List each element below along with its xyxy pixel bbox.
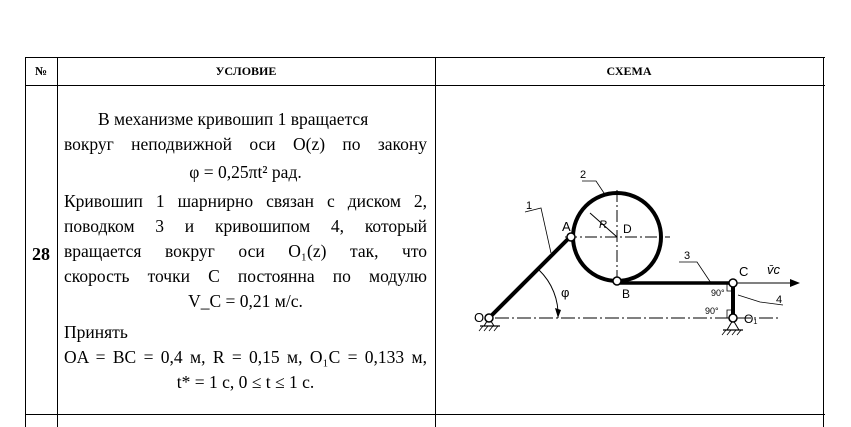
label-3: 3 — [684, 250, 691, 262]
label-d: D — [623, 222, 632, 236]
label-r: R — [599, 219, 607, 231]
joint-c — [729, 279, 737, 287]
row-divider — [25, 414, 825, 415]
condition-line: В механизме кривошип 1 вращается — [98, 109, 369, 129]
condition-line: скорость точки C постоянна по модулю — [64, 266, 427, 286]
condition-line: поводком 3 и кривошипом 4, который — [64, 216, 427, 236]
header-divider — [25, 85, 825, 86]
velocity-arrowhead — [790, 279, 800, 287]
table-top-border — [25, 57, 825, 58]
table-left-border — [25, 57, 26, 427]
header-num: № — [34, 64, 48, 78]
leader-3 — [679, 262, 711, 283]
condition-formula: V_C = 0,21 м/с. — [188, 291, 303, 311]
task-number: 28 — [32, 244, 50, 264]
label-c: C — [739, 264, 749, 279]
label-b: B — [622, 287, 631, 301]
label-angle-bottom: 90° — [705, 306, 719, 316]
support-o1-hatch — [722, 330, 741, 335]
label-vc: v̄c — [767, 262, 780, 277]
crank-1 — [489, 236, 571, 318]
phi-arrowhead — [555, 308, 561, 318]
condition-line: Принять — [64, 322, 128, 342]
phi-arc — [539, 270, 558, 318]
label-1: 1 — [526, 200, 533, 212]
joint-a — [567, 233, 575, 241]
leader-1 — [525, 208, 551, 253]
label-a: A — [562, 219, 571, 234]
label-4: 4 — [776, 294, 783, 306]
header-scheme: СХЕМА — [606, 64, 652, 78]
joint-o — [485, 314, 493, 322]
condition-formula: OA = BC = 0,4 м, R = 0,15 м, O₁C = 0,133 м, — [64, 347, 427, 367]
table-right-border — [823, 57, 824, 427]
label-2: 2 — [580, 169, 587, 181]
col-divider-1 — [57, 57, 58, 427]
joint-b — [613, 277, 621, 285]
support-o-hatch — [479, 326, 498, 331]
header-condition: УСЛОВИЕ — [215, 64, 277, 78]
mechanism-scheme — [435, 160, 815, 340]
condition-formula: t* = 1 с, 0 ≤ t ≤ 1 с. — [176, 372, 315, 392]
label-o: O — [474, 310, 485, 325]
joint-o1 — [729, 314, 737, 322]
label-phi: φ — [561, 285, 570, 300]
condition-line: вращается вокруг оси O₁(z) так, что — [64, 241, 427, 261]
label-o1: O₁ — [744, 312, 758, 326]
condition-line: вокруг неподвижной оси O(z) по закону — [64, 134, 427, 154]
label-angle-top: 90° — [711, 288, 725, 298]
condition-line: Кривошип 1 шарнирно связан с диском 2, — [64, 191, 427, 211]
condition-formula: φ = 0,25πt² рад. — [189, 162, 302, 182]
task-condition — [64, 107, 427, 395]
